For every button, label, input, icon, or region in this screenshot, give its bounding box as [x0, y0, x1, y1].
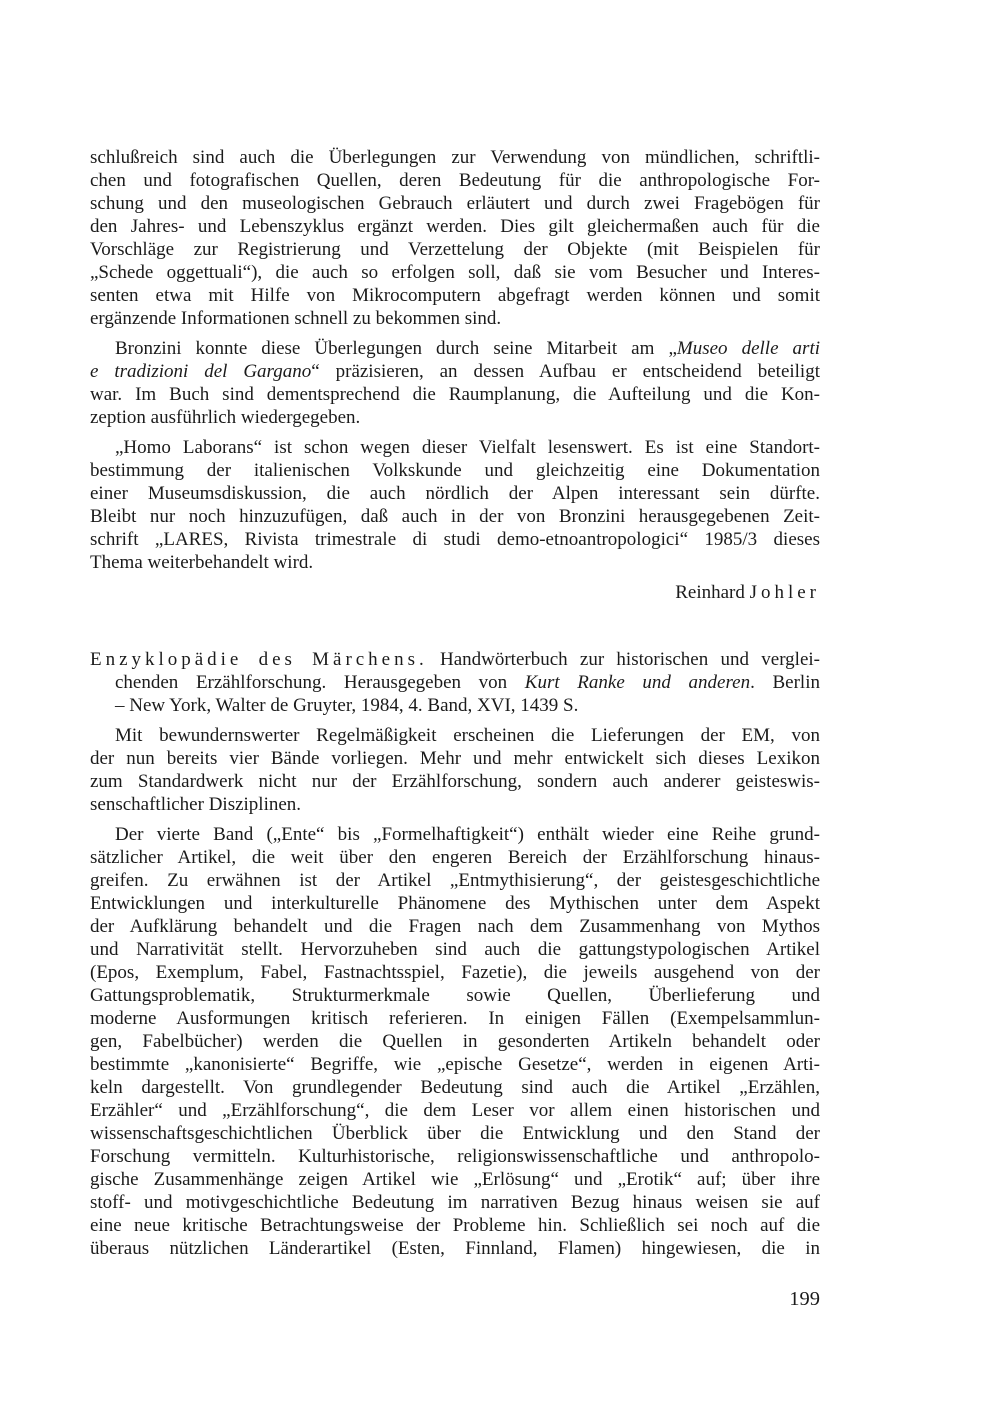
text-segment: chen und fotografischen Quellen, deren Bedeutung für die anthropologische For- [90, 170, 820, 191]
text-line [90, 284, 820, 307]
text-segment: zum Standardwerk nicht nur der Erzählforschung, sondern auch anderer geisteswis- [90, 771, 820, 792]
text-segment: bestimmte „kanonisierte“ Begriffe, wie „epische Gesetze“, werden in eigenen Arti- [90, 1054, 820, 1075]
text-segment: Bronzini konnte diese Überlegungen durch seine Mitarbeit am „ [115, 338, 677, 359]
text-line [90, 215, 820, 238]
text-line [90, 1076, 820, 1099]
text-line [90, 793, 820, 816]
text-segment: greifen. Zu erwähnen ist der Artikel „Entmythisierung“, der geistesgeschichtliche [90, 870, 820, 891]
text-segment: Johler [749, 582, 820, 603]
text-segment: – New York, Walter de Gruyter, 1984, 4. Band, XVI, 1439 S. [115, 695, 579, 716]
text-line [90, 724, 820, 747]
text-segment: schung und den museologischen Gebrauch erläutert und durch zwei Fragebögen für [90, 193, 820, 214]
text-line [90, 1168, 820, 1191]
text-segment: senten etwa mit Hilfe von Mikrocomputern abgefragt werden können und somit [90, 285, 820, 306]
text-segment: Vorschläge zur Registrierung und Verzettelung der Objekte (mit Beispielen für [90, 239, 820, 260]
text-line [90, 406, 820, 429]
text-line [90, 1099, 820, 1122]
text-line [90, 436, 820, 459]
text-line [90, 528, 820, 551]
text-segment: einer Museumsdiskussion, die auch nördlich der Alpen interessant sein dürfte. [90, 483, 820, 504]
text-segment: gen, Fabelbücher) werden die Quellen in gesonderten Artikeln behandelt oder [90, 1031, 820, 1052]
text-line [90, 261, 820, 284]
text-segment: senschaftlicher Disziplinen. [90, 794, 302, 815]
text-segment: sätzlicher Artikel, die weit über den engeren Bereich der Erzählforschung hinaus- [90, 847, 820, 868]
text-line [90, 1122, 820, 1145]
text-segment: schlußreich sind auch die Überlegungen zur Verwendung von mündlichen, schriftli- [90, 147, 820, 168]
text-line [90, 892, 820, 915]
text-line [90, 505, 820, 528]
text-line [90, 846, 820, 869]
text-segment: wissenschaftsgeschichtlichen Überblick über die Entwicklung und den Stand der [90, 1123, 820, 1144]
text-segment: Handwörterbuch zur historischen und verglei- [427, 649, 820, 670]
text-segment: Kurt Ranke und anderen [524, 672, 751, 693]
text-segment: gische Zusammenhänge zeigen Artikel wie „Erlösung“ und „Erotik“ auf; über ihre [90, 1169, 820, 1190]
text-line [90, 337, 820, 360]
text-segment: „Schede oggettuali“), die auch so erfolgen soll, daß sie vom Besucher und Interes- [90, 262, 820, 283]
text-line [90, 459, 820, 482]
page-number: 199 [789, 1288, 820, 1310]
text-segment: Mit bewundernswerter Regelmäßigkeit erscheinen die Lieferungen der EM, von [115, 725, 820, 746]
text-line [90, 307, 820, 330]
text-segment: Thema weiterbehandelt wird. [90, 552, 314, 573]
text-line [90, 1145, 820, 1168]
text-segment: Reinhard [675, 582, 750, 603]
text-segment: der Aufklärung behandelt und die Fragen nach dem Zusammenhang von Mythos [90, 916, 820, 937]
text-line [90, 770, 820, 793]
text-segment: . Berlin [750, 672, 820, 693]
text-segment: Enzyklopädie des Märchens. [90, 649, 428, 670]
text-segment: „Homo Laborans“ ist schon wegen dieser Vielfalt lesenswert. Es ist eine Standort- [115, 437, 820, 458]
para-homo-laborans [90, 436, 820, 574]
text-segment: Der vierte Band („Ente“ bis „Formelhaftigkeit“) enthält wieder eine Reihe grund- [115, 824, 820, 845]
text-line [90, 482, 820, 505]
text-segment: moderne Ausformungen kritisch referieren. In einigen Fällen (Exempelsammlun- [90, 1008, 820, 1029]
text-line [90, 383, 820, 406]
text-line [90, 192, 820, 215]
text-segment: chenden Erzählforschung. Herausgegeben von [115, 672, 525, 693]
text-segment: überaus nützlichen Länderartikel (Esten, Finnland, Flamen) hingewiesen, die in [90, 1238, 820, 1259]
text-segment: (Epos, Exemplum, Fabel, Fastnachtsspiel, Fazetie), die jeweils ausgehend von der [90, 962, 820, 983]
text-line [90, 1191, 820, 1214]
text-segment: Forschung vermitteln. Kulturhistorische, religionswissenschaftliche und anthropolo- [90, 1146, 820, 1167]
text-line [90, 671, 820, 694]
text-line [90, 169, 820, 192]
text-line [90, 360, 820, 383]
text-line [90, 938, 820, 961]
text-segment: ergänzende Informationen schnell zu bekommen sind. [90, 308, 502, 329]
text-line [90, 747, 820, 770]
text-segment: den Jahres- und Lebenszyklus ergänzt werden. Dies gilt gleichermaßen auch für die [90, 216, 820, 237]
text-line [90, 1007, 820, 1030]
text-segment: “ präzisieren, an dessen Aufbau er entscheidend beteiligt [311, 361, 820, 382]
text-segment: Gattungsproblematik, Strukturmerkmale sowie Quellen, Überlieferung und [90, 985, 820, 1006]
text-segment: zeption ausführlich wiedergegeben. [90, 407, 361, 428]
text-line [90, 581, 820, 604]
text-line [90, 869, 820, 892]
text-line [90, 961, 820, 984]
text-segment: der nun bereits vier Bände vorliegen. Mehr und mehr entwickelt sich dieses Lexikon [90, 748, 820, 769]
para-bronzini-museo [90, 337, 820, 429]
text-segment: Erzähler“ und „Erzählforschung“, die dem Leser vor allem einen historischen und [90, 1100, 820, 1121]
text-segment: war. Im Buch sind dementsprechend die Raumplanung, die Aufteilung und die Kon- [90, 384, 820, 405]
text-line [90, 823, 820, 846]
text-segment: stoff- und motivgeschichtliche Bedeutung im narrativen Bezug hinaus weisen sie auf [90, 1192, 820, 1213]
text-segment: keln dargestellt. Von grundlegender Bedeutung sind auch die Artikel „Erzählen, [90, 1077, 820, 1098]
text-line [90, 648, 820, 671]
citation-enzyklopaedie-des-maerchens [90, 648, 820, 717]
text-line [90, 238, 820, 261]
para-vierter-band [90, 823, 820, 1260]
para-em-lieferungen [90, 724, 820, 816]
text-segment: e tradizioni del Gargano [90, 361, 312, 382]
text-segment: eine neue kritische Betrachtungsweise der Probleme hin. Schließlich sei noch auf die [90, 1215, 820, 1236]
text-segment: Museo delle arti [676, 338, 821, 359]
text-line [90, 915, 820, 938]
document-body [90, 146, 820, 1311]
reviewer-signature [90, 581, 820, 604]
para-conclusion-quellen [90, 146, 820, 330]
text-segment: Entwicklungen und interkulturelle Phänomene des Mythischen unter dem Aspekt [90, 893, 820, 914]
text-line [90, 984, 820, 1007]
text-segment: schrift „LARES, Rivista trimestrale di studi demo-etnoantropologici“ 1985/3 dieses [90, 529, 820, 550]
text-line [90, 1237, 820, 1260]
text-segment: bestimmung der italienischen Volkskunde und gleichzeitig eine Dokumentation [90, 460, 820, 481]
text-line [90, 1030, 820, 1053]
text-segment: Bleibt nur noch hinzuzufügen, daß auch in der von Bronzini herausgegebenen Zeit- [90, 506, 820, 527]
text-line [90, 694, 820, 717]
text-line [90, 1214, 820, 1237]
text-line [90, 146, 820, 169]
text-segment: und Narrativität stellt. Hervorzuheben sind auch die gattungstypologischen Artikel [90, 939, 820, 960]
text-line [90, 1053, 820, 1076]
text-line [90, 551, 820, 574]
